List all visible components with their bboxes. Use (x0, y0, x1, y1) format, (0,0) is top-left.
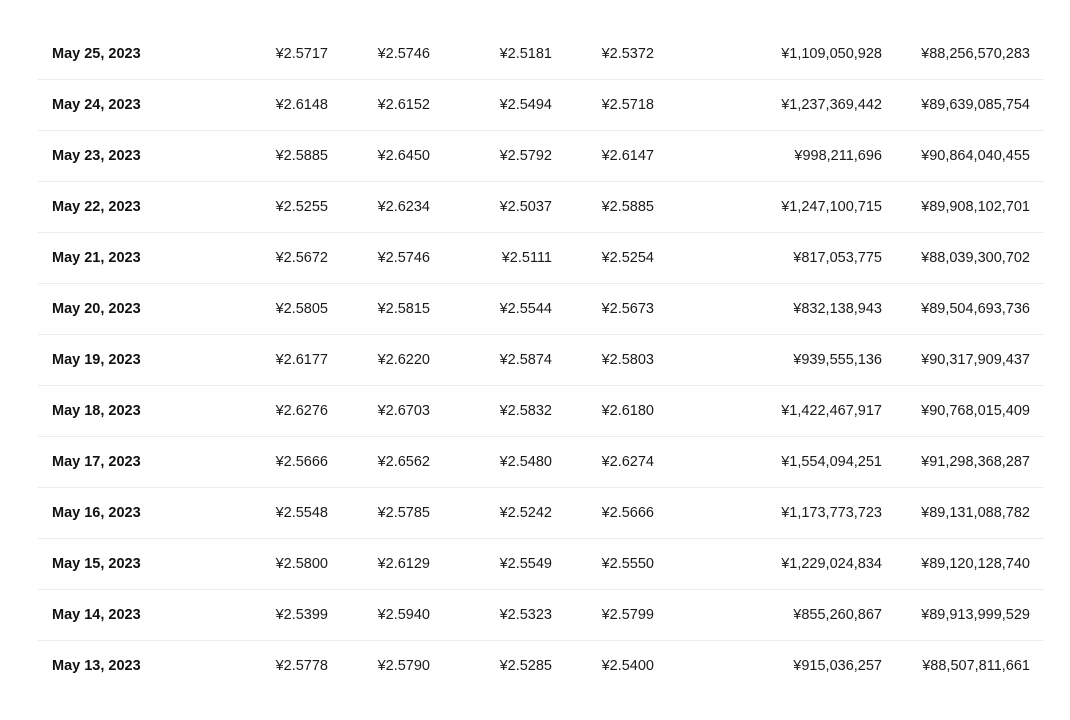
date-cell: May 16, 2023 (52, 505, 141, 521)
table-row (38, 590, 1044, 641)
open-cell: ¥2.5778 (275, 658, 328, 674)
open-cell: ¥2.5399 (275, 607, 328, 623)
volume-cell: ¥855,260,867 (793, 607, 882, 623)
open-cell: ¥2.5800 (275, 556, 328, 572)
date-cell: May 18, 2023 (52, 403, 141, 419)
table-row (38, 284, 1044, 335)
volume-cell: ¥939,555,136 (793, 352, 882, 368)
close-cell: ¥2.5254 (601, 250, 654, 266)
market-cap-cell: ¥90,768,015,409 (921, 403, 1030, 419)
market-cap-cell: ¥89,913,999,529 (921, 607, 1030, 623)
table-row (38, 29, 1044, 80)
market-cap-cell: ¥88,507,811,661 (922, 658, 1030, 674)
open-cell: ¥2.5548 (275, 505, 328, 521)
market-cap-cell: ¥89,131,088,782 (921, 505, 1030, 521)
volume-cell: ¥1,247,100,715 (781, 199, 882, 215)
date-cell: May 23, 2023 (52, 148, 141, 164)
open-cell: ¥2.5672 (275, 250, 328, 266)
market-cap-cell: ¥88,039,300,702 (921, 250, 1030, 266)
high-cell: ¥2.6562 (377, 454, 430, 470)
low-cell: ¥2.5549 (499, 556, 552, 572)
volume-cell: ¥1,554,094,251 (781, 454, 882, 470)
table-row (38, 182, 1044, 233)
date-cell: May 22, 2023 (52, 199, 141, 215)
volume-cell: ¥1,229,024,834 (781, 556, 882, 572)
high-cell: ¥2.6234 (377, 199, 430, 215)
close-cell: ¥2.6147 (601, 148, 654, 164)
market-cap-cell: ¥89,908,102,701 (921, 199, 1030, 215)
volume-cell: ¥998,211,696 (794, 148, 882, 164)
low-cell: ¥2.5544 (499, 301, 552, 317)
low-cell: ¥2.5874 (499, 352, 552, 368)
table-row (38, 386, 1044, 437)
volume-cell: ¥1,237,369,442 (781, 97, 882, 113)
date-cell: May 15, 2023 (52, 556, 141, 572)
open-cell: ¥2.5805 (275, 301, 328, 317)
table-row (38, 80, 1044, 131)
open-cell: ¥2.6177 (275, 352, 328, 368)
high-cell: ¥2.6703 (377, 403, 430, 419)
table-row (38, 539, 1044, 590)
high-cell: ¥2.6129 (377, 556, 430, 572)
date-cell: May 24, 2023 (52, 97, 141, 113)
high-cell: ¥2.6220 (377, 352, 430, 368)
close-cell: ¥2.5673 (601, 301, 654, 317)
volume-cell: ¥1,109,050,928 (781, 46, 882, 62)
low-cell: ¥2.5111 (501, 250, 552, 266)
date-cell: May 17, 2023 (52, 454, 141, 470)
close-cell: ¥2.5885 (601, 199, 654, 215)
close-cell: ¥2.5718 (601, 97, 654, 113)
volume-cell: ¥817,053,775 (793, 250, 882, 266)
high-cell: ¥2.5815 (377, 301, 430, 317)
close-cell: ¥2.6180 (601, 403, 654, 419)
close-cell: ¥2.5372 (601, 46, 654, 62)
date-cell: May 19, 2023 (52, 352, 141, 368)
date-cell: May 13, 2023 (52, 658, 141, 674)
close-cell: ¥2.5550 (601, 556, 654, 572)
high-cell: ¥2.6450 (377, 148, 430, 164)
market-cap-cell: ¥90,864,040,455 (921, 148, 1030, 164)
table-row (38, 131, 1044, 182)
low-cell: ¥2.5285 (499, 658, 552, 674)
market-cap-cell: ¥89,120,128,740 (921, 556, 1030, 572)
high-cell: ¥2.5746 (377, 250, 430, 266)
high-cell: ¥2.5746 (377, 46, 430, 62)
volume-cell: ¥915,036,257 (793, 658, 882, 674)
market-cap-cell: ¥89,639,085,754 (921, 97, 1030, 113)
close-cell: ¥2.5803 (601, 352, 654, 368)
market-cap-cell: ¥88,256,570,283 (921, 46, 1030, 62)
date-cell: May 20, 2023 (52, 301, 141, 317)
open-cell: ¥2.5717 (275, 46, 328, 62)
low-cell: ¥2.5494 (499, 97, 552, 113)
date-cell: May 25, 2023 (52, 46, 141, 62)
low-cell: ¥2.5242 (499, 505, 552, 521)
date-cell: May 21, 2023 (52, 250, 141, 266)
open-cell: ¥2.5255 (275, 199, 328, 215)
historical-data-table (38, 29, 1044, 692)
close-cell: ¥2.5400 (601, 658, 654, 674)
table-row (38, 488, 1044, 539)
open-cell: ¥2.5666 (275, 454, 328, 470)
low-cell: ¥2.5480 (499, 454, 552, 470)
high-cell: ¥2.6152 (377, 97, 430, 113)
table-row (38, 335, 1044, 386)
high-cell: ¥2.5940 (377, 607, 430, 623)
market-cap-cell: ¥90,317,909,437 (921, 352, 1030, 368)
market-cap-cell: ¥91,298,368,287 (921, 454, 1030, 470)
volume-cell: ¥1,422,467,917 (781, 403, 882, 419)
close-cell: ¥2.6274 (601, 454, 654, 470)
date-cell: May 14, 2023 (52, 607, 141, 623)
market-cap-cell: ¥89,504,693,736 (921, 301, 1030, 317)
low-cell: ¥2.5832 (499, 403, 552, 419)
close-cell: ¥2.5666 (601, 505, 654, 521)
table-row (38, 437, 1044, 488)
volume-cell: ¥832,138,943 (793, 301, 882, 317)
open-cell: ¥2.5885 (275, 148, 328, 164)
low-cell: ¥2.5181 (499, 46, 552, 62)
volume-cell: ¥1,173,773,723 (781, 505, 882, 521)
open-cell: ¥2.6276 (275, 403, 328, 419)
low-cell: ¥2.5037 (499, 199, 552, 215)
table-row (38, 233, 1044, 284)
high-cell: ¥2.5785 (377, 505, 430, 521)
open-cell: ¥2.6148 (275, 97, 328, 113)
table-row (38, 641, 1044, 692)
high-cell: ¥2.5790 (377, 658, 430, 674)
low-cell: ¥2.5792 (499, 148, 552, 164)
low-cell: ¥2.5323 (499, 607, 552, 623)
close-cell: ¥2.5799 (601, 607, 654, 623)
